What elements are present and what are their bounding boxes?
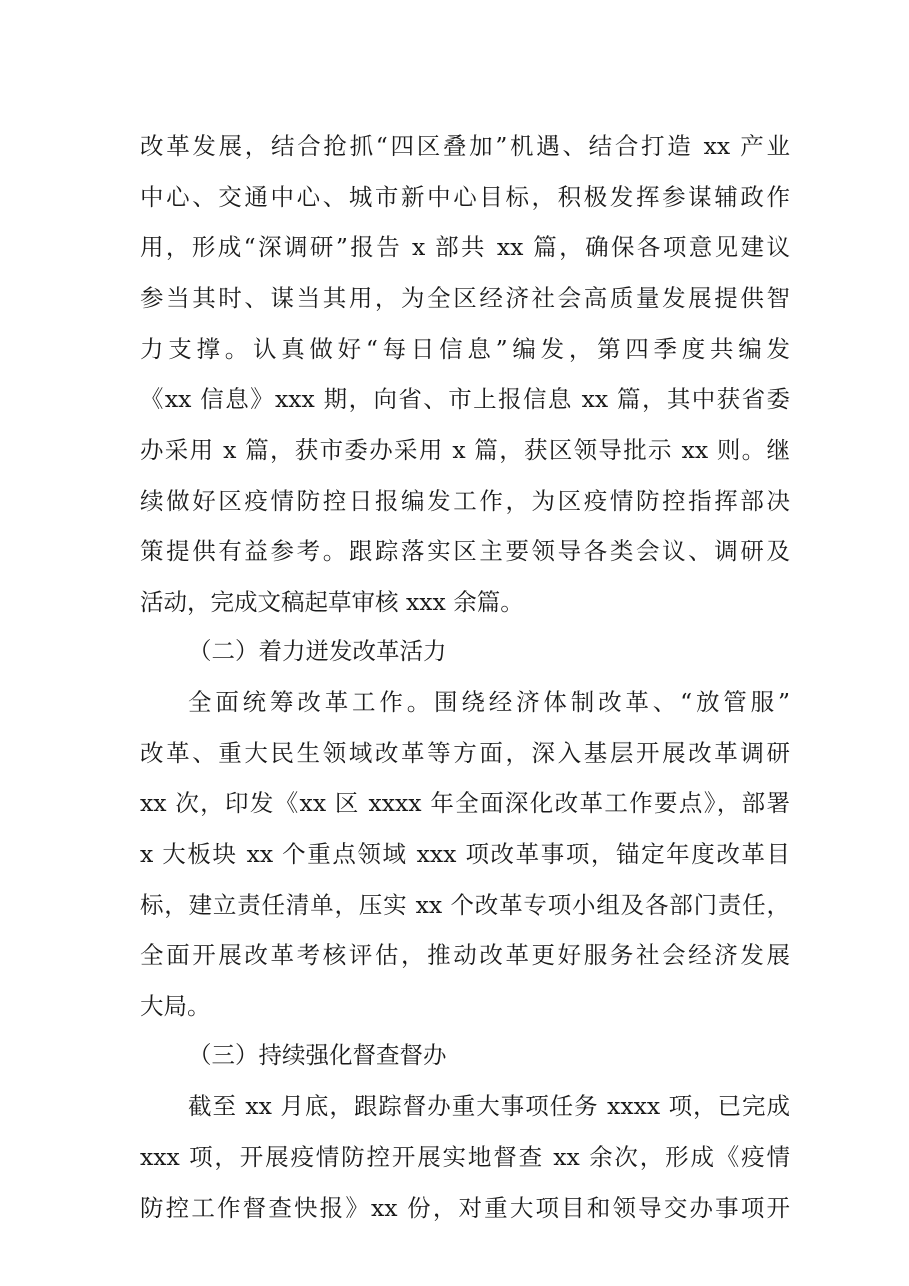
body-text-line: 办采用 x 篇，获市委办采用 x 篇，获区领导批示 xx 则。继 [140,436,790,464]
body-text-line: 防控工作督查快报》xx 份，对重大项目和领导交办事项开 [140,1194,790,1222]
body-text-line: 用，形成“深调研”报告 x 部共 xx 篇，确保各项意见建议 [140,233,790,261]
body-text-line: 策提供有益参考。跟踪落实区主要领导各类会议、调研及 [140,537,790,565]
section-heading: （二）着力迸发改革活力 [188,637,447,665]
body-text-line: x 大板块 xx 个重点领域 xxx 项改革事项，锚定年度改革目 [140,840,790,868]
section-heading: （三）持续强化督查督办 [188,1041,447,1069]
body-text-line: 全面开展改革考核评估，推动改革更好服务社会经济发展 [140,941,790,969]
body-text-line: 中心、交通中心、城市新中心目标，积极发挥参谋辅政作 [140,183,790,211]
body-text-line: 全面统筹改革工作。围绕经济体制改革、“放管服” [188,688,790,716]
body-text-line: 力支撑。认真做好“每日信息”编发，第四季度共编发 [140,335,790,363]
body-text-line: 大局。 [140,992,211,1020]
body-text-line: 标，建立责任清单，压实 xx 个改革专项小组及各部门责任， [140,891,790,919]
body-text-line: 活动，完成文稿起草审核 xxx 余篇。 [140,588,524,616]
body-text-line: 参当其时、谋当其用，为全区经济社会高质量发展提供智 [140,284,790,312]
body-text-line: 改革发展，结合抢抓“四区叠加”机遇、结合打造 xx 产业 [140,132,790,160]
body-text-line: 截至 xx 月底，跟踪督办重大事项任务 xxxx 项，已完成 [188,1092,790,1120]
body-text-line: xxx 项，开展疫情防控开展实地督查 xx 余次，形成《疫情 [140,1143,790,1171]
body-text-line: 《xx 信息》xxx 期，向省、市上报信息 xx 篇，其中获省委 [140,385,790,413]
body-text-line: xx 次，印发《xx 区 xxxx 年全面深化改革工作要点》，部署 [140,789,790,817]
body-text-line: 改革、重大民生领域改革等方面，深入基层开展改革调研 [140,739,790,767]
body-text-line: 续做好区疫情防控日报编发工作，为区疫情防控指挥部决 [140,487,790,515]
